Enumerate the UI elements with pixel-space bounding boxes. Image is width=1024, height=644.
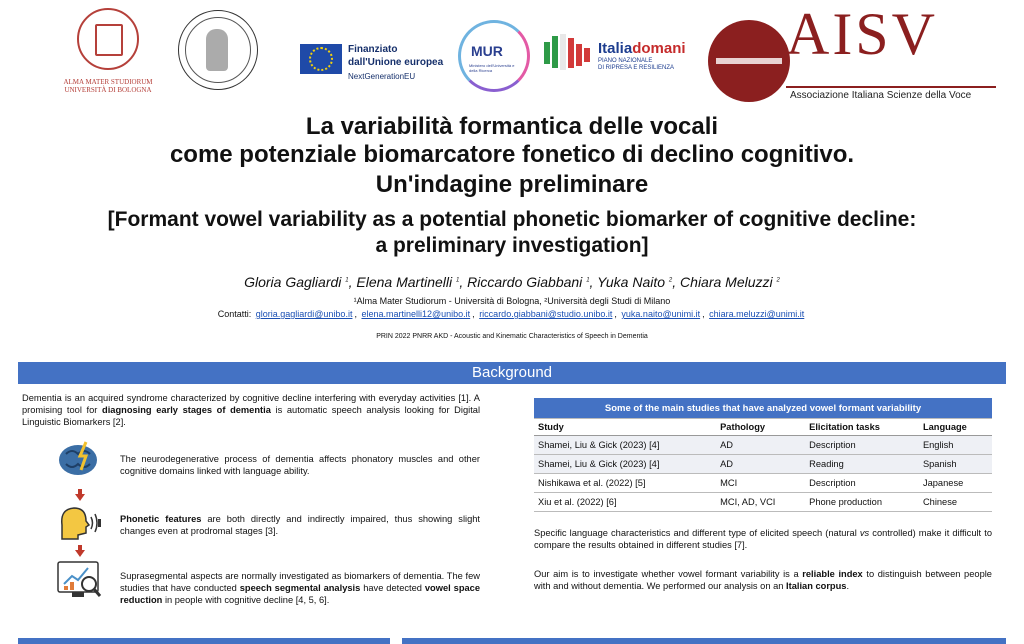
table-caption: Some of the main studies that have analyzed vowel formant variability [534, 398, 992, 419]
table-header-row [534, 419, 992, 436]
table-cell: Description [805, 436, 919, 455]
speaking-head-icon [56, 503, 102, 543]
table-header: Study [534, 419, 716, 436]
logo-bar [0, 0, 1024, 110]
eu-text-2: dall'Unione europea [348, 57, 444, 68]
aisv-logo [706, 1, 1016, 106]
table-cell: MCI, AD, VCI [716, 493, 805, 512]
step-1 [56, 440, 480, 484]
unimi-seal-icon [178, 10, 258, 90]
title-line-4: [Formant vowel variability as a potential phonetic biomarker of cognitive decline: [107, 208, 917, 231]
table-row [534, 455, 992, 474]
table-cell: Phone production [805, 493, 919, 512]
table-cell: English [919, 436, 992, 455]
table-cell: AD [716, 455, 805, 474]
project-note: PRIN 2022 PNRR AKD - Acoustic and Kinematic Characteristics of Speech in Dementia [376, 333, 648, 340]
table-cell: Chinese [919, 493, 992, 512]
eu-text-1: Finanziato [348, 44, 398, 55]
italiadomani-subtitle: PIANO NAZIONALE DI RIPRESA E RESILIENZA [598, 58, 675, 71]
title-line-1: La variabilità formantica delle vocali [305, 113, 719, 140]
step-1-text: The neurodegenerative process of dementia affects phonatory muscles and other cognitive domains linked with language ability. [120, 454, 480, 476]
eu-text-3: NextGenerationEU [348, 72, 416, 81]
author-name: Elena Martinelli [356, 274, 453, 290]
step-2-text: Phonetic features are both directly and indirectly impaired, thus showing slight changes even at prodromal stages [3]. [120, 514, 480, 536]
table-cell: Japanese [919, 474, 992, 493]
email-link[interactable]: gloria.gagliardi@unibo.it [255, 309, 353, 319]
italiadomani-logo [540, 30, 700, 80]
section-header: Background [18, 362, 1006, 384]
step-3 [56, 560, 480, 610]
table-row [534, 474, 992, 493]
affiliations: ¹Alma Mater Studiorum - Università di Bologna, ²Università degli Studi di Milano [353, 296, 671, 306]
step-3-text: Suprasegmental aspects are normally investigated as biomarkers of dementia. The few studies that have conducted speech segmental analysis have detected vowel space reduction in people with cognitive decline [4, 5, 6]. [120, 571, 481, 605]
footer-section-bar [18, 638, 390, 644]
mur-subtext: Ministero dell'Università e della Ricerca [469, 63, 515, 73]
table-cell: Nishikawa et al. (2022) [5] [534, 474, 716, 493]
step-2 [56, 503, 480, 543]
table-header: Language [919, 419, 992, 436]
down-arrow-icon [75, 494, 85, 501]
table-header: Pathology [716, 419, 805, 436]
title-line-2: come potenziale biomarcatore fonetico di declino cognitivo. [169, 141, 855, 168]
eu-funding-logo [300, 44, 470, 84]
aisv-waveform-icon [708, 20, 790, 102]
author-list: Gloria Gagliardi $^1$, Elena Martinelli $^1$, Riccardo Giabbani $^1$, Yuka Naito $^2$, Chiara Meluzzi $^2$ [244, 274, 780, 290]
email-link[interactable]: riccardo.giabbani@studio.unibo.it [479, 309, 613, 319]
table-cell: Shamei, Liu & Gick (2023) [4] [534, 455, 716, 474]
intro-paragraph: Dementia is an acquired syndrome characterized by cognitive decline interfering with everyday activities [1]. A promising tool for diagnosing early stages of dementia is automatic speech analysis looking for Digital Linguistic Biomarkers [2]. [22, 393, 481, 427]
unibo-logo-text-2: UNIVERSITÀ DI BOLOGNA [64, 86, 152, 94]
unibo-logo [58, 8, 158, 94]
aisv-fullname: Associazione Italiana Scienze della Voce [790, 90, 972, 101]
table-cell: MCI [716, 474, 805, 493]
table-row [534, 436, 992, 455]
table-cell: AD [716, 436, 805, 455]
table-cell: Shamei, Liu & Gick (2023) [4] [534, 436, 716, 455]
italy-pixel-flag-icon [540, 34, 592, 74]
unibo-logo-text-1: ALMA MATER STUDIORUM [63, 78, 153, 86]
comparison-paragraph: Specific language characteristics and different type of elicited speech (natural vs controlled) make it difficult to compare the results obtained in different studies [7]. [534, 528, 992, 550]
brain-lightning-icon [56, 440, 102, 480]
email-link[interactable]: yuka.naito@unimi.it [621, 309, 701, 319]
aim-paragraph: Our aim is to investigate whether vowel formant variability is a reliable index to distinguish between people with and without dementia. We performed our analysis on an Italian corpus. [534, 569, 992, 591]
studies-table [534, 398, 992, 512]
italiadomani-name: Italiadomani [598, 40, 686, 57]
table-cell: Reading [805, 455, 919, 474]
contacts-label: Contatti: [217, 309, 252, 319]
aisv-wordmark: AISV [786, 1, 939, 67]
table-cell: Xiu et al. (2022) [6] [534, 493, 716, 512]
email-link[interactable]: elena.martinelli12@unibo.it [361, 309, 471, 319]
title-line-5: a preliminary investigation] [375, 234, 649, 257]
mur-logo [458, 20, 530, 92]
table-cell: Description [805, 474, 919, 493]
down-arrow-icon [75, 550, 85, 557]
unibo-seal-icon [77, 8, 139, 70]
author-name: Riccardo Giabbani [467, 274, 583, 290]
mur-text: MUR [471, 43, 503, 59]
aisv-divider [786, 86, 996, 88]
author-name: Chiara Meluzzi [680, 274, 773, 290]
table-header: Elicitation tasks [805, 419, 919, 436]
email-link[interactable]: chiara.meluzzi@unimi.it [709, 309, 805, 319]
footer-section-bar [402, 638, 1006, 644]
author-name: Gloria Gagliardi [244, 274, 342, 290]
contacts: Contatti: gloria.gagliardi@unibo.it , elena.martinelli12@unibo.it , riccardo.giabbani@studio.unibo.it , yuka.naito@unimi.it , chiara.meluzzi@unimi.it [217, 309, 805, 319]
analysis-monitor-icon [56, 560, 102, 600]
eu-flag-icon [300, 44, 342, 74]
title-line-3: Un'indagine preliminare [375, 171, 649, 198]
table-cell: Spanish [919, 455, 992, 474]
author-name: Yuka Naito [597, 274, 666, 290]
table-row [534, 493, 992, 512]
